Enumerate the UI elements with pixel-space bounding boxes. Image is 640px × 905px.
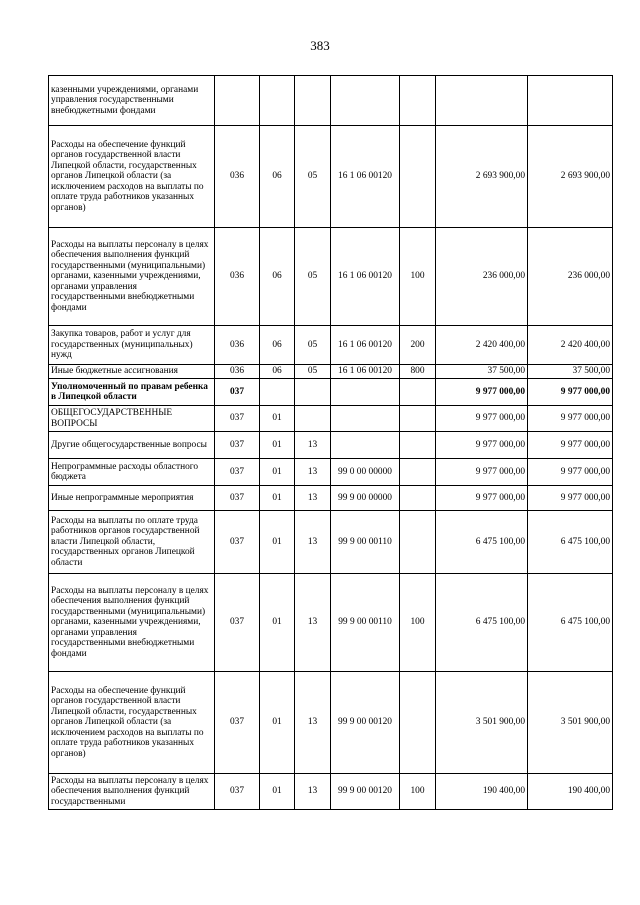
cell-section: 01 [260,406,295,432]
cell-gov-code: 036 [215,126,260,228]
cell-subsection [295,76,331,126]
cell-subsection: 13 [295,511,331,574]
cell-gov-code: 037 [215,511,260,574]
table-row [49,379,613,406]
table-row [49,574,613,672]
cell-amount-2: 37 500,00 [528,365,613,379]
cell-subsection: 13 [295,672,331,774]
cell-name: Другие общегосударственные вопросы [49,432,215,459]
cell-amount-1: 6 475 100,00 [436,511,528,574]
cell-gov-code: 036 [215,326,260,365]
cell-gov-code [215,76,260,126]
cell-amount-1: 9 977 000,00 [436,406,528,432]
cell-amount-1: 9 977 000,00 [436,486,528,511]
cell-name: Расходы на обеспечение функций органов государственной власти Липецкой области, государственных органов Липецкой области (за исключением расходов на выплаты по оплате труда работников указанных органов) [49,672,215,774]
cell-expense-type: 100 [400,774,436,810]
table-row [49,432,613,459]
cell-section [260,379,295,406]
cell-expense-type [400,432,436,459]
cell-name: Иные непрограммные мероприятия [49,486,215,511]
cell-amount-1: 6 475 100,00 [436,574,528,672]
cell-amount-1: 2 693 900,00 [436,126,528,228]
cell-target-article: 16 1 06 00120 [331,228,400,326]
table-row [49,126,613,228]
table-row [49,326,613,365]
cell-gov-code: 037 [215,774,260,810]
cell-amount-2: 2 420 400,00 [528,326,613,365]
cell-amount-1: 37 500,00 [436,365,528,379]
cell-gov-code: 037 [215,459,260,486]
cell-amount-2: 6 475 100,00 [528,511,613,574]
cell-subsection: 05 [295,365,331,379]
cell-gov-code: 037 [215,574,260,672]
cell-expense-type: 100 [400,574,436,672]
cell-target-article: 99 9 00 00110 [331,574,400,672]
cell-subsection [295,406,331,432]
cell-amount-2: 9 977 000,00 [528,432,613,459]
cell-expense-type [400,379,436,406]
cell-subsection: 13 [295,574,331,672]
cell-target-article: 16 1 06 00120 [331,326,400,365]
cell-section: 01 [260,432,295,459]
cell-amount-2 [528,76,613,126]
table-row [49,365,613,379]
cell-amount-1: 190 400,00 [436,774,528,810]
cell-target-article [331,379,400,406]
cell-section: 01 [260,574,295,672]
cell-expense-type [400,459,436,486]
table-row [49,459,613,486]
page-number: 383 [310,38,330,53]
cell-amount-1 [436,76,528,126]
cell-subsection: 05 [295,126,331,228]
cell-target-article: 99 0 00 00000 [331,459,400,486]
cell-amount-2: 9 977 000,00 [528,459,613,486]
cell-gov-code: 037 [215,379,260,406]
cell-amount-1: 3 501 900,00 [436,672,528,774]
cell-subsection: 05 [295,326,331,365]
cell-name: Расходы на выплаты персоналу в целях обеспечения выполнения функций государственными (муниципальными) органами, казенными учреждениями, органами управления государственными внебюджетными фондами [49,228,215,326]
cell-expense-type [400,126,436,228]
cell-gov-code: 036 [215,228,260,326]
cell-expense-type [400,406,436,432]
cell-gov-code: 036 [215,365,260,379]
cell-name: Расходы на обеспечение функций органов государственной власти Липецкой области, государственных органов Липецкой области (за исключением расходов на выплаты по оплате труда работников указанных органов) [49,126,215,228]
cell-name: Расходы на выплаты персоналу в целях обеспечения выполнения функций государственными [49,774,215,810]
table-body [49,76,613,810]
cell-expense-type [400,672,436,774]
cell-subsection: 13 [295,486,331,511]
cell-subsection [295,379,331,406]
cell-section: 06 [260,126,295,228]
table-row [49,76,613,126]
budget-table [48,75,613,810]
cell-gov-code: 037 [215,406,260,432]
cell-section: 01 [260,459,295,486]
cell-target-article: 99 9 00 00110 [331,511,400,574]
cell-amount-2: 236 000,00 [528,228,613,326]
cell-amount-2: 9 977 000,00 [528,406,613,432]
cell-target-article: 16 1 06 00120 [331,365,400,379]
cell-amount-1: 9 977 000,00 [436,379,528,406]
cell-target-article [331,432,400,459]
cell-amount-2: 3 501 900,00 [528,672,613,774]
cell-amount-2: 2 693 900,00 [528,126,613,228]
cell-target-article [331,76,400,126]
cell-section: 01 [260,774,295,810]
cell-subsection: 05 [295,228,331,326]
cell-amount-1: 236 000,00 [436,228,528,326]
table-row [49,228,613,326]
cell-expense-type [400,486,436,511]
cell-subsection: 13 [295,459,331,486]
cell-amount-1: 9 977 000,00 [436,459,528,486]
cell-target-article: 99 9 00 00120 [331,672,400,774]
cell-gov-code: 037 [215,486,260,511]
cell-target-article: 16 1 06 00120 [331,126,400,228]
table-row [49,486,613,511]
table-row [49,511,613,574]
cell-name: Закупка товаров, работ и услуг для государственных (муниципальных) нужд [49,326,215,365]
cell-section: 01 [260,672,295,774]
cell-target-article: 99 9 00 00000 [331,486,400,511]
cell-name: Расходы на выплаты персоналу в целях обеспечения выполнения функций государственными (муниципальными) органами, казенными учреждениями, органами управления государственными внебюджетными фондами [49,574,215,672]
cell-name: Иные бюджетные ассигнования [49,365,215,379]
cell-gov-code: 037 [215,432,260,459]
table-row [49,672,613,774]
cell-name: казенными учреждениями, органами управления государственными внебюджетными фондами [49,76,215,126]
cell-section: 06 [260,365,295,379]
cell-expense-type: 100 [400,228,436,326]
cell-gov-code: 037 [215,672,260,774]
cell-expense-type: 200 [400,326,436,365]
cell-section: 01 [260,511,295,574]
cell-target-article [331,406,400,432]
cell-name: Расходы на выплаты по оплате труда работников органов государственной власти Липецкой области, государственных органов Липецкой области [49,511,215,574]
cell-amount-1: 9 977 000,00 [436,432,528,459]
cell-amount-2: 9 977 000,00 [528,379,613,406]
cell-name: Уполномоченный по правам ребенка в Липецкой области [49,379,215,406]
cell-target-article: 99 9 00 00120 [331,774,400,810]
cell-section [260,76,295,126]
cell-subsection: 13 [295,774,331,810]
cell-amount-2: 190 400,00 [528,774,613,810]
cell-amount-1: 2 420 400,00 [436,326,528,365]
cell-expense-type: 800 [400,365,436,379]
table-row [49,774,613,810]
cell-name: ОБЩЕГОСУДАРСТВЕННЫЕ ВОПРОСЫ [49,406,215,432]
cell-section: 01 [260,486,295,511]
cell-section: 06 [260,326,295,365]
cell-name: Непрограммные расходы областного бюджета [49,459,215,486]
cell-amount-2: 6 475 100,00 [528,574,613,672]
cell-subsection: 13 [295,432,331,459]
cell-amount-2: 9 977 000,00 [528,486,613,511]
cell-expense-type [400,76,436,126]
table-row [49,406,613,432]
cell-expense-type [400,511,436,574]
cell-section: 06 [260,228,295,326]
